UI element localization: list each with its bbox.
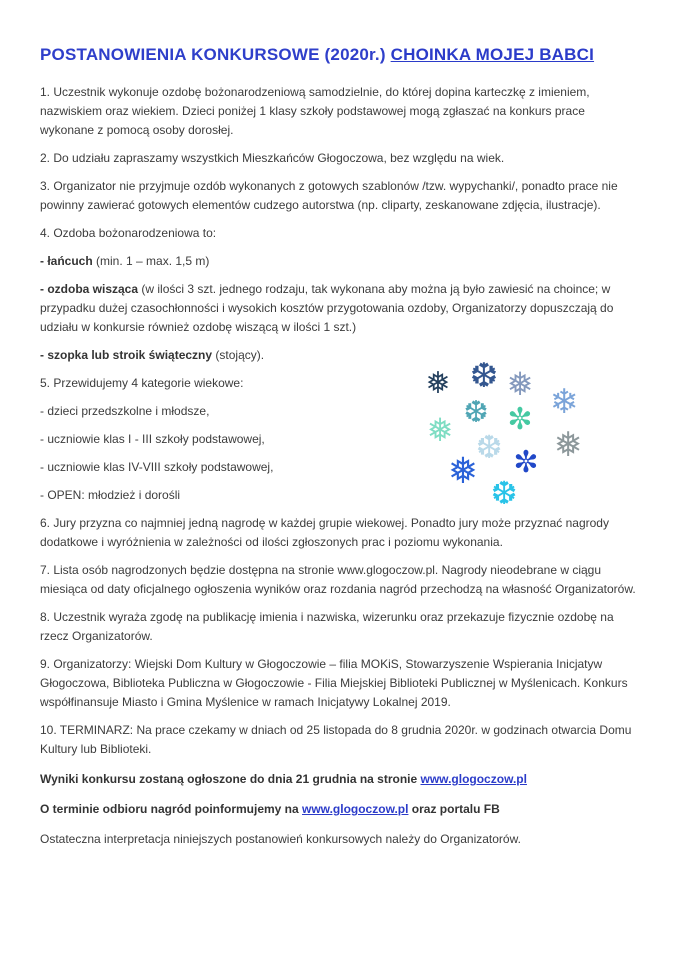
snowflake-icon: ❅ [506, 366, 534, 402]
snowflake-icon: ❆ [475, 429, 503, 465]
paragraph-9: 9. Organizatorzy: Wiejski Dom Kultury w Głogoczowie – filia MOKiS, Stowarzyszenie Wspierania Inicjatyw Głogoczowa, Biblioteka Publiczna w Głogoczowie - Filia Miejskiej Biblioteki Publicznej w Myślenicach. Konkurs współfinansuje Miasto i Gmina Myślenice w ramach Inicjatywy Lokalnej 2019. [40, 657, 628, 709]
snowflake-icon: ❆ [469, 357, 499, 395]
pickup-link[interactable]: www.glogoczow.pl [302, 802, 409, 816]
category-item-3: - uczniowie klas IV-VIII szkoły podstawowej, [40, 460, 274, 474]
snowflake-cluster [408, 357, 618, 517]
title-text: POSTANOWIENIA KONKURSOWE (2020r.) [40, 45, 391, 64]
pickup-text-after: oraz portalu FB [408, 802, 500, 816]
rule-wiszaca [40, 280, 638, 337]
paragraph-1: 1. Uczestnik wykonuje ozdobę bożonarodzeniową samodzielnie, do której dopina karteczkę z imieniem, nazwiskiem oraz wiekiem. Dzieci poniżej 1 klasy szkoły podstawowej mogą zgłaszać na konkurs prace wykonane z pomocą osoby dorosłej. [40, 85, 590, 137]
pickup-info [40, 800, 638, 819]
rule-lancuch [40, 252, 638, 271]
page-title [40, 44, 638, 66]
snowflake-icon: ❅ [553, 426, 583, 464]
results-announcement [40, 770, 638, 789]
paragraph-3: 3. Organizator nie przyjmuje ozdób wykonanych z gotowych szablonów /tzw. wypychanki/, ponadto prace nie powinny zawierać gotowych elementów cudzego autorstwa (np. cliparty, zeskanowane zdjęcia, ilustracje). [40, 179, 618, 212]
paragraph-2: 2. Do udziału zapraszamy wszystkich Mieszkańców Głogoczowa, bez względu na wiek. [40, 151, 505, 165]
final-clause: Ostateczna interpretacja niniejszych postanowień konkursowych należy do Organizatorów. [40, 832, 521, 846]
category-item-4: - OPEN: młodzież i dorośli [40, 488, 181, 502]
rule-szopka-bold: - szopka lub stroik świąteczny [40, 348, 213, 362]
paragraph-5: 5. Przewidujemy 4 kategorie wiekowe: [40, 376, 244, 390]
paragraph-7: 7. Lista osób nagrodzonych będzie dostępna na stronie www.glogoczow.pl. Nagrody nieodebrane w ciągu miesiąca od daty oficjalnego ogłoszenia wyników oraz rozdania nagród przechodzą na własność Organizatorów. [40, 563, 636, 596]
snowflake-icon: ❅ [447, 450, 479, 491]
results-link[interactable]: www.glogoczow.pl [420, 772, 527, 786]
snowflake-icon: ❅ [425, 367, 451, 400]
snowflake-icon: ❆ [490, 475, 518, 511]
snowflake-icon: ✼ [507, 403, 533, 436]
snowflake-icon: ❆ [463, 396, 489, 429]
paragraph-10: 10. TERMINARZ: Na prace czekamy w dniach od 25 listopada do 8 grudnia 2020r. w godzinach otwarcia Domu Kultury lub Biblioteki. [40, 723, 632, 756]
rule-lancuch-bold: - łańcuch [40, 254, 93, 268]
rule-lancuch-rest: (min. 1 – max. 1,5 m) [92, 254, 210, 268]
snowflake-icon: ❅ [426, 412, 454, 448]
category-item-1: - dzieci przedszkolne i młodsze, [40, 404, 210, 418]
title-link[interactable]: CHOINKA MOJEJ BABCI [390, 45, 595, 64]
results-text: Wyniki konkursu zostaną ogłoszone do dnia 21 grudnia na stronie [40, 772, 421, 786]
paragraph-6: 6. Jury przyzna co najmniej jedną nagrodę w każdej grupie wiekowej. Ponadto jury może przyznać nagrody dodatkowe i wyróżnienia w zależności od ilości zgłoszonych prac i poziomu wykonania. [40, 516, 609, 549]
snowflake-icon: ✼ [513, 446, 539, 479]
category-item-2: - uczniowie klas I - III szkoły podstawowej, [40, 432, 265, 446]
rule-wiszaca-bold: - ozdoba wisząca [40, 282, 139, 296]
rule-wiszaca-rest: (w ilości 3 szt. jednego rodzaju, tak wykonana aby można ją było zawiesić na choince; w przypadku dużej czasochłonności i wysokich kosztów przygotowania ozdoby, Organizatorzy dopuszczają do udziału w konkursie również ozdobę wiszącą w ilości 1 szt.) [40, 282, 614, 334]
paragraph-8: 8. Uczestnik wyraża zgodę na publikację imienia i nazwiska, wizerunku oraz przekazuje fizycznie ozdobę na rzecz Organizatorów. [40, 610, 614, 643]
paragraph-4: 4. Ozdoba bożonarodzeniowa to: [40, 226, 217, 240]
snowflake-icon: ❄ [549, 383, 579, 421]
rule-szopka-rest: (stojący). [212, 348, 265, 362]
pickup-text-before: O terminie odbioru nagród poinformujemy na [40, 802, 303, 816]
